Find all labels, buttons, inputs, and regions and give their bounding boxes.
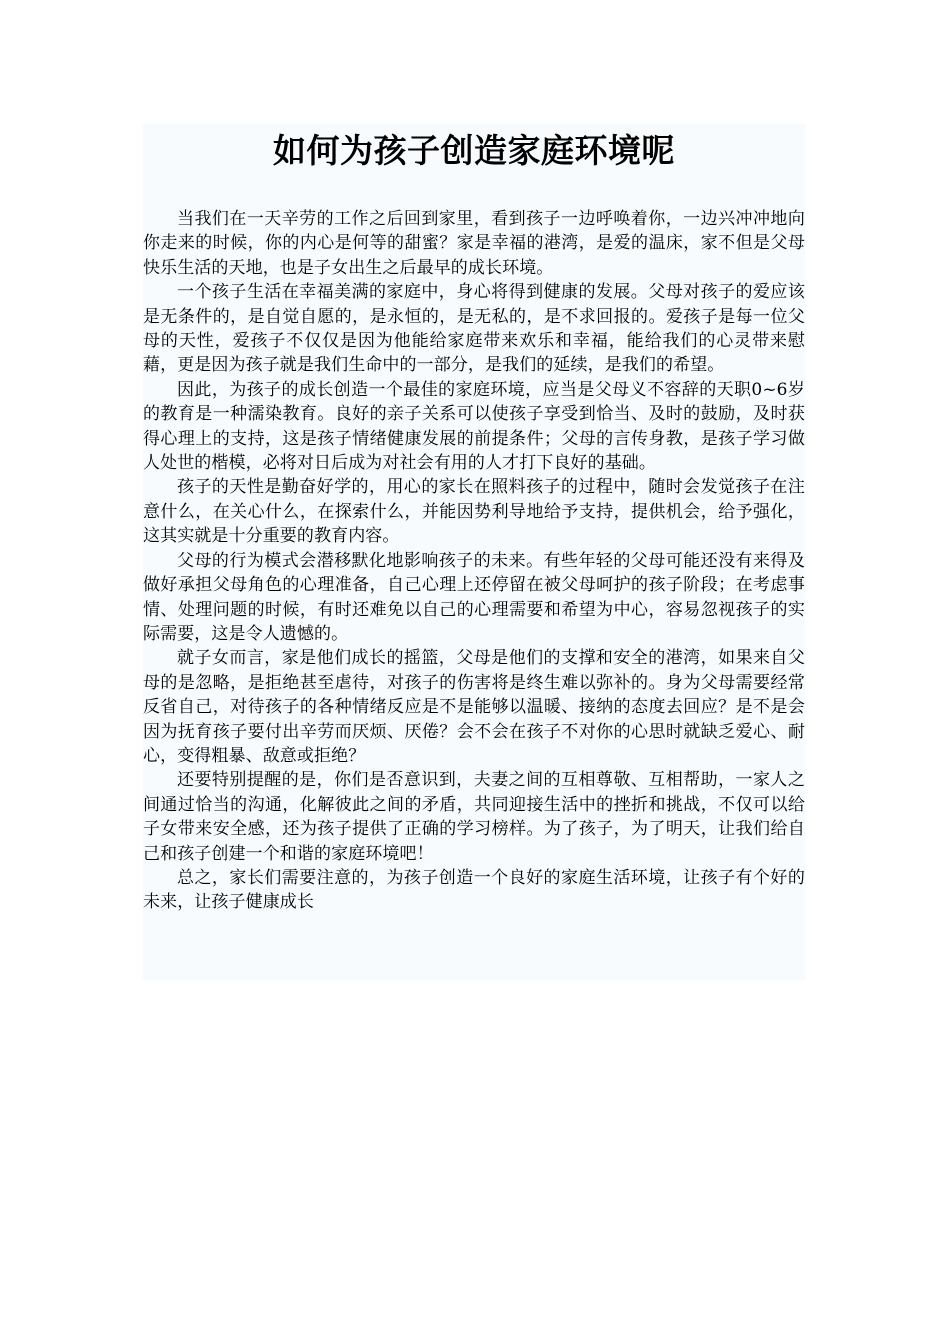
paragraph-1: 当我们在一天辛劳的工作之后回到家里，看到孩子一边呼唤着你，一边兴冲冲地向你走来的时候，你的内心是何等的甜蜜？家是幸福的港湾，是爱的温床，家不但是父母快乐生活的天地，也是子女出生之后最早的成长环境。 [143, 209, 805, 278]
paragraph-2: 一个孩子生活在幸福美满的家庭中，身心将得到健康的发展。父母对孩子的爱应该是无条件的，是自觉自愿的，是永恒的，是无私的，是不求回报的。爱孩子是每一位父母的天性，爱孩子不仅仅是因为他能给家庭带来欢乐和幸福，能给我们的心灵带来慰藉，更是因为孩子就是我们生命中的一部分，是我们的延续，是我们的希望。 [143, 282, 805, 376]
paragraph-4: 孩子的天性是勤奋好学的，用心的家长在照料孩子的过程中，随时会发觉孩子在注意什么，在关心什么，在探索什么，并能因势利导地给予支持，提供机会，给予强化，这其实就是十分重要的教育内容。 [143, 477, 805, 547]
paragraph-8: 总之，家长们需要注意的，为孩子创造一个良好的家庭生活环境，让孩子有个好的未来，让孩子健康成长 [143, 867, 805, 913]
paragraph-5: 父母的行为模式会潜移默化地影响孩子的未来。有些年轻的父母可能还没有来得及做好承担父母角色的心理准备，自己心理上还停留在被父母呵护的孩子阶段；在考虑事情、处理问题的时候，有时还难免以自己的心理需要和希望为中心，容易忽视孩子的实际需要，这是令人遗憾的。 [143, 550, 805, 644]
paragraph-7: 还要特别提醒的是，你们是否意识到，夫妻之间的互相尊敬、互相帮助，一家人之间通过恰当的沟通，化解彼此之间的矛盾，共同迎接生活中的挫折和挑战，不仅可以给子女带来安全感，还为孩子提供了正确的学习榜样。为了孩子，为了明天，让我们给自己和孩子创建一个和谐的家庭环境吧！ [143, 770, 805, 864]
paragraph-6: 就子女而言，家是他们成长的摇篮，父母是他们的支撑和安全的港湾，如果来自父母的是忽略，是拒绝甚至虐待，对孩子的伤害将是终生难以弥补的。身为父母需要经常反省自己，对待孩子的各种情绪反应是不是能够以温暖、接纳的态度去回应？是不是会因为抚育孩子要付出辛劳而厌烦、厌倦？会不会在孩子不对你的心思时就缺乏爱心、耐心，变得粗暴、敌意或拒绝？ [143, 648, 805, 766]
paragraph-3: 因此，为孩子的成长创造一个最佳的家庭环境，应当是父母义不容辞的天职0~6岁的教育是一种濡染教育。良好的亲子关系可以使孩子享受到恰当、及时的鼓励，及时获得心理上的支持，这是孩子情绪健康发展的前提条件；父母的言传身教，是孩子学习做人处世的楷模，必将对日后成为对社会有用的人才打下良好的基础。 [143, 379, 805, 474]
article-body [143, 207, 805, 915]
page-title: 如何为孩子创造家庭环境呢 [273, 131, 675, 170]
